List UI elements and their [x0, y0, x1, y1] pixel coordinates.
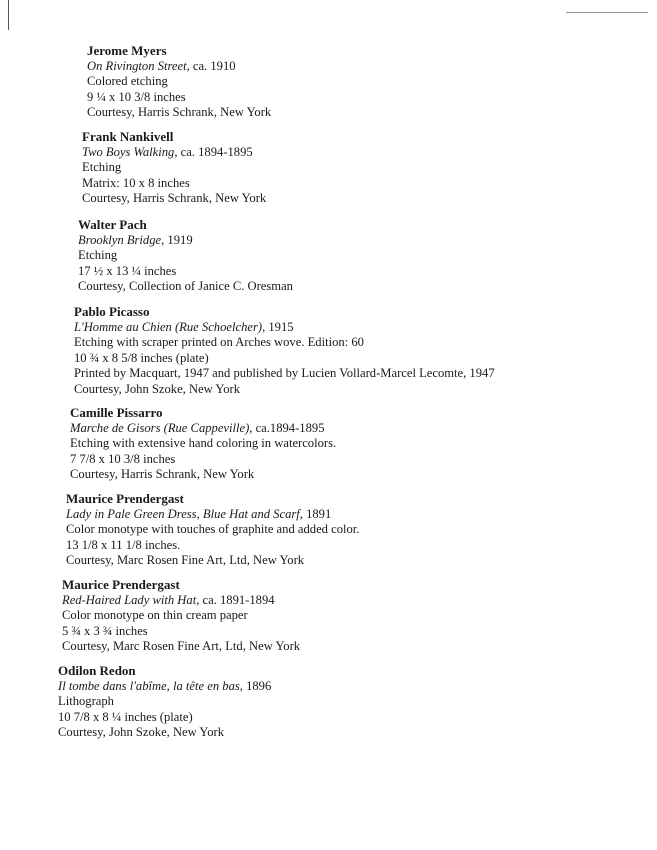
- artwork-title: Il tombe dans l'abîme, la tête en bas: [58, 678, 240, 693]
- artist-name: Walter Pach: [78, 217, 147, 232]
- artist-name: Maurice Prendergast: [62, 577, 180, 592]
- artwork-title: Red-Haired Lady with Hat: [62, 592, 197, 607]
- artwork-medium: Etching: [78, 248, 118, 263]
- artwork-credit: Courtesy, John Szoke, New York: [58, 725, 225, 740]
- artwork-entry: [87, 43, 271, 121]
- artwork-title-line: [70, 421, 336, 437]
- artwork-title-line: [62, 593, 300, 609]
- artwork-dimensions: 9 ¼ x 10 3/8 inches: [87, 89, 186, 104]
- artwork-dimensions: 10 7/8 x 8 ¼ inches (plate): [58, 709, 193, 724]
- artwork-credit: Courtesy, Collection of Janice C. Oresman: [78, 279, 293, 294]
- artist-name: Odilon Redon: [58, 663, 136, 678]
- artwork-date: , ca. 1891-1894: [196, 592, 275, 607]
- artwork-credit: Courtesy, Marc Rosen Fine Art, Ltd, New York: [66, 553, 305, 568]
- artwork-dimensions: 13 1/8 x 11 1/8 inches.: [66, 537, 181, 552]
- artwork-title: On Rivington Street: [87, 58, 187, 73]
- artist-name: Camille Pissarro: [70, 405, 163, 420]
- artwork-credit: Courtesy, Marc Rosen Fine Art, Ltd, New York: [62, 639, 301, 654]
- artwork-credit: Courtesy, Harris Schrank, New York: [70, 467, 255, 482]
- artwork-medium: Etching: [82, 160, 122, 175]
- artwork-date: , 1891: [299, 506, 332, 521]
- artwork-entry: [66, 491, 359, 569]
- artwork-title: Lady in Pale Green Dress, Blue Hat and Scarf: [66, 506, 300, 521]
- artwork-medium: Color monotype on thin cream paper: [62, 608, 248, 623]
- artist-name: Jerome Myers: [87, 43, 167, 58]
- artwork-entry: [78, 217, 293, 295]
- artwork-date: , 1896: [239, 678, 272, 693]
- page-edge-mark: [8, 0, 9, 30]
- artwork-title-line: [82, 145, 266, 161]
- artwork-entry: [74, 304, 495, 398]
- artwork-medium: Color monotype with touches of graphite and added color.: [66, 522, 360, 537]
- artwork-publication: Printed by Macquart, 1947 and published by Lucien Vollard-Marcel Lecomte, 1947: [74, 366, 495, 381]
- artist-name: Pablo Picasso: [74, 304, 150, 319]
- scan-top-line: [566, 12, 648, 13]
- artwork-entry: [62, 577, 300, 655]
- artwork-dimensions: 10 ¾ x 8 5/8 inches (plate): [74, 350, 209, 365]
- artwork-title: Marche de Gisors (Rue Cappeville): [70, 420, 250, 435]
- artwork-medium: Lithograph: [58, 694, 114, 709]
- artwork-credit: Courtesy, Harris Schrank, New York: [82, 191, 267, 206]
- artist-name: Maurice Prendergast: [66, 491, 184, 506]
- artwork-title: Two Boys Walking: [82, 144, 175, 159]
- artwork-entry: [82, 129, 266, 207]
- artwork-title: L'Homme au Chien (Rue Schoelcher): [74, 319, 263, 334]
- artwork-dimensions: Matrix: 10 x 8 inches: [82, 175, 190, 190]
- artwork-title-line: [78, 233, 293, 249]
- artwork-dimensions: 5 ¾ x 3 ¾ inches: [62, 623, 148, 638]
- artwork-title-line: [58, 679, 271, 695]
- artwork-title-line: [74, 320, 495, 336]
- artwork-date: , ca. 1894-1895: [174, 144, 253, 159]
- artwork-date: , ca.1894-1895: [249, 420, 325, 435]
- artwork-date: , ca. 1910: [186, 58, 236, 73]
- artwork-entry: [70, 405, 336, 483]
- artwork-dimensions: 17 ½ x 13 ¼ inches: [78, 263, 177, 278]
- artist-name: Frank Nankivell: [82, 129, 174, 144]
- artwork-credit: Courtesy, John Szoke, New York: [74, 381, 241, 396]
- artwork-medium: Colored etching: [87, 74, 168, 89]
- artwork-medium: Etching with extensive hand coloring in watercolors.: [70, 436, 337, 451]
- artwork-title-line: [87, 59, 271, 75]
- artwork-dimensions: 7 7/8 x 10 3/8 inches: [70, 451, 176, 466]
- artwork-title: Brooklyn Bridge: [78, 232, 162, 247]
- artwork-title-line: [66, 507, 359, 523]
- artwork-date: , 1919: [161, 232, 193, 247]
- artwork-entry: [58, 663, 271, 741]
- artwork-credit: Courtesy, Harris Schrank, New York: [87, 105, 272, 120]
- artwork-date: , 1915: [262, 319, 294, 334]
- artwork-medium: Etching with scraper printed on Arches wove. Edition: 60: [74, 335, 364, 350]
